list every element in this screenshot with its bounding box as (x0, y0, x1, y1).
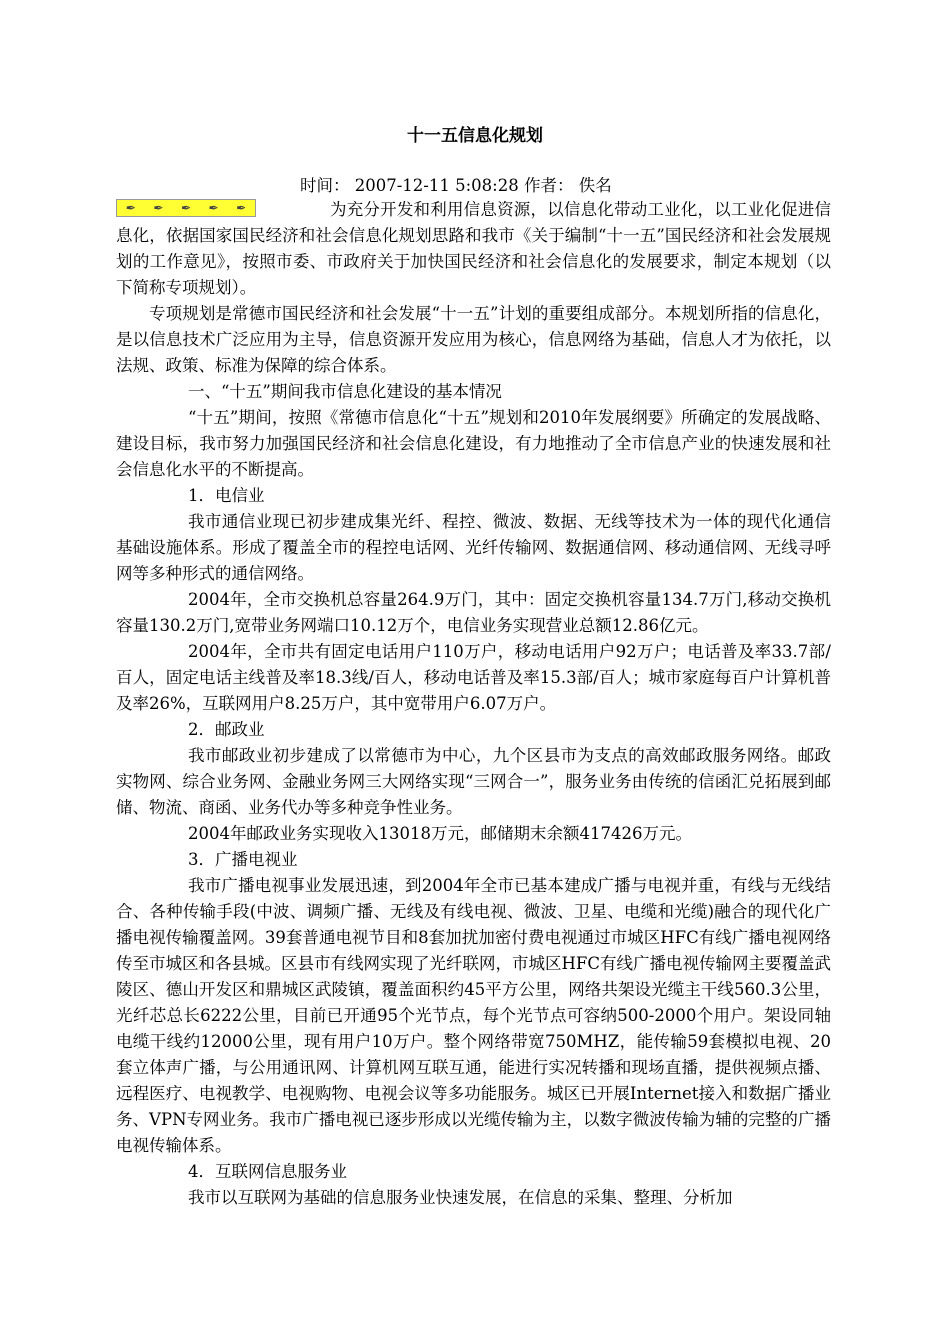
paragraph: 我市以互联网为基础的信息服务业快速发展，在信息的采集、整理、分析加 (188, 1188, 733, 1207)
article-meta: 时间： 2007-12-11 5:08:28 作者： 佚名 (300, 176, 612, 195)
section-heading: 一、“十五”期间我市信息化建设的基本情况 (188, 382, 502, 401)
paragraph: 2004年，全市交换机总容量264.9万门，其中：固定交换机容量134.7万门,移动交换机容量130.2万门,宽带业务网端口10.12万个，电信业务实现营业总额12.86亿元。 (116, 590, 831, 635)
rating-star-icon: ✒ (180, 201, 192, 215)
rating-star-icon: ✒ (236, 201, 247, 215)
paragraph: 我市广播电视事业发展迅速，到2004年全市已基本建成广播与电视并重，有线与无线结合、各种传输手段(中波、调频广播、无线及有线电视、微波、卫星、电缆和光缆)融合的现代化广播电视传输覆盖网。39套普通电视节目和8套加扰加密付费电视通过市城区HFC有线广播电视网络传至市城区和各县城。区县市有线网实现了光纤联网，市城区HFC有线广播电视传输网主要覆盖武陵区、德山开发区和鼎城区武陵镇，覆盖面积约45平方公里，网络共架设光缆主干线560.3公里，光纤芯总长6222公里，目前已开通95个光节点，每个光节点可容纳500-2000个用户。架设同轴电缆干线约12000公里，现有用户10万户。整个网络带宽750MHZ，能传输59套模拟电视、20套立体声广播，与公用通讯网、计算机网互联互通，能进行实况转播和现场直播，提供视频点播、远程医疗、电视教学、电视购物、电视会议等多功能服务。城区已开展Internet接入和数据广播业务、VPN专网业务。我市广播电视已逐步形成以光缆传输为主，以数字微波传输为辅的完整的广播电视传输体系。 (116, 876, 831, 1155)
paragraph: 我市通信业现已初步建成集光纤、程控、微波、数据、无线等技术为一体的现代化通信基础设施体系。形成了覆盖全市的程控电话网、光纤传输网、数据通信网、移动通信网、无线寻呼网等多种形式的通信网络。 (116, 512, 831, 583)
paragraph: 为充分开发和利用信息资源，以信息化带动工业化，以工业化促进信息化，依据国家国民经济和社会信息化规划思路和我市《关于编制“十一五”国民经济和社会发展规划的工作意见》，按照市委、市政府关于加快国民经济和社会信息化的发展要求，制定本规划（以下简称专项规划）。 (116, 200, 831, 297)
paragraph: 2004年邮政业务实现收入13018万元，邮储期末余额417426万元。 (188, 824, 692, 843)
article-body (116, 197, 831, 1211)
rating-star-icon: ✒ (208, 201, 219, 215)
paragraph: “十五”期间，按照《常德市信息化“十五”规划和2010年发展纲要》所确定的发展战略、建设目标，我市努力加强国民经济和社会信息化建设，有力地推动了全市信息产业的快速发展和社会信息化水平的不断提高。 (116, 408, 831, 479)
section-heading: 2．邮政业 (188, 720, 265, 739)
section-heading: 1．电信业 (188, 486, 265, 505)
rating-star-icon: ✒ (153, 201, 164, 215)
section-heading: 3．广播电视业 (188, 850, 298, 869)
paragraph: 专项规划是常德市国民经济和社会发展“十一五”计划的重要组成部分。本规划所指的信息化，是以信息技术广泛应用为主导，信息资源开发应用为核心，信息网络为基础，信息人才为依托，以法规、政策、标准为保障的综合体系。 (116, 304, 831, 375)
rating-star-icon: ✒ (125, 201, 136, 215)
page-title: 十一五信息化规划 (407, 126, 543, 146)
paragraph: 2004年，全市共有固定电话用户110万户，移动电话用户92万户；电话普及率33.7部/百人，固定电话主线普及率18.3线/百人，移动电话普及率15.3部/百人；城市家庭每百户计算机普及率26%，互联网用户8.25万户，其中宽带用户6.07万户。 (116, 642, 831, 713)
paragraph: 我市邮政业初步建成了以常德市为中心，九个区县市为支点的高效邮政服务网络。邮政实物网、综合业务网、金融业务网三大网络实现“三网合一”，服务业务由传统的信函汇兑拓展到邮储、物流、商函、业务代办等多种竞争性业务。 (116, 746, 831, 817)
section-heading: 4．互联网信息服务业 (188, 1162, 347, 1181)
